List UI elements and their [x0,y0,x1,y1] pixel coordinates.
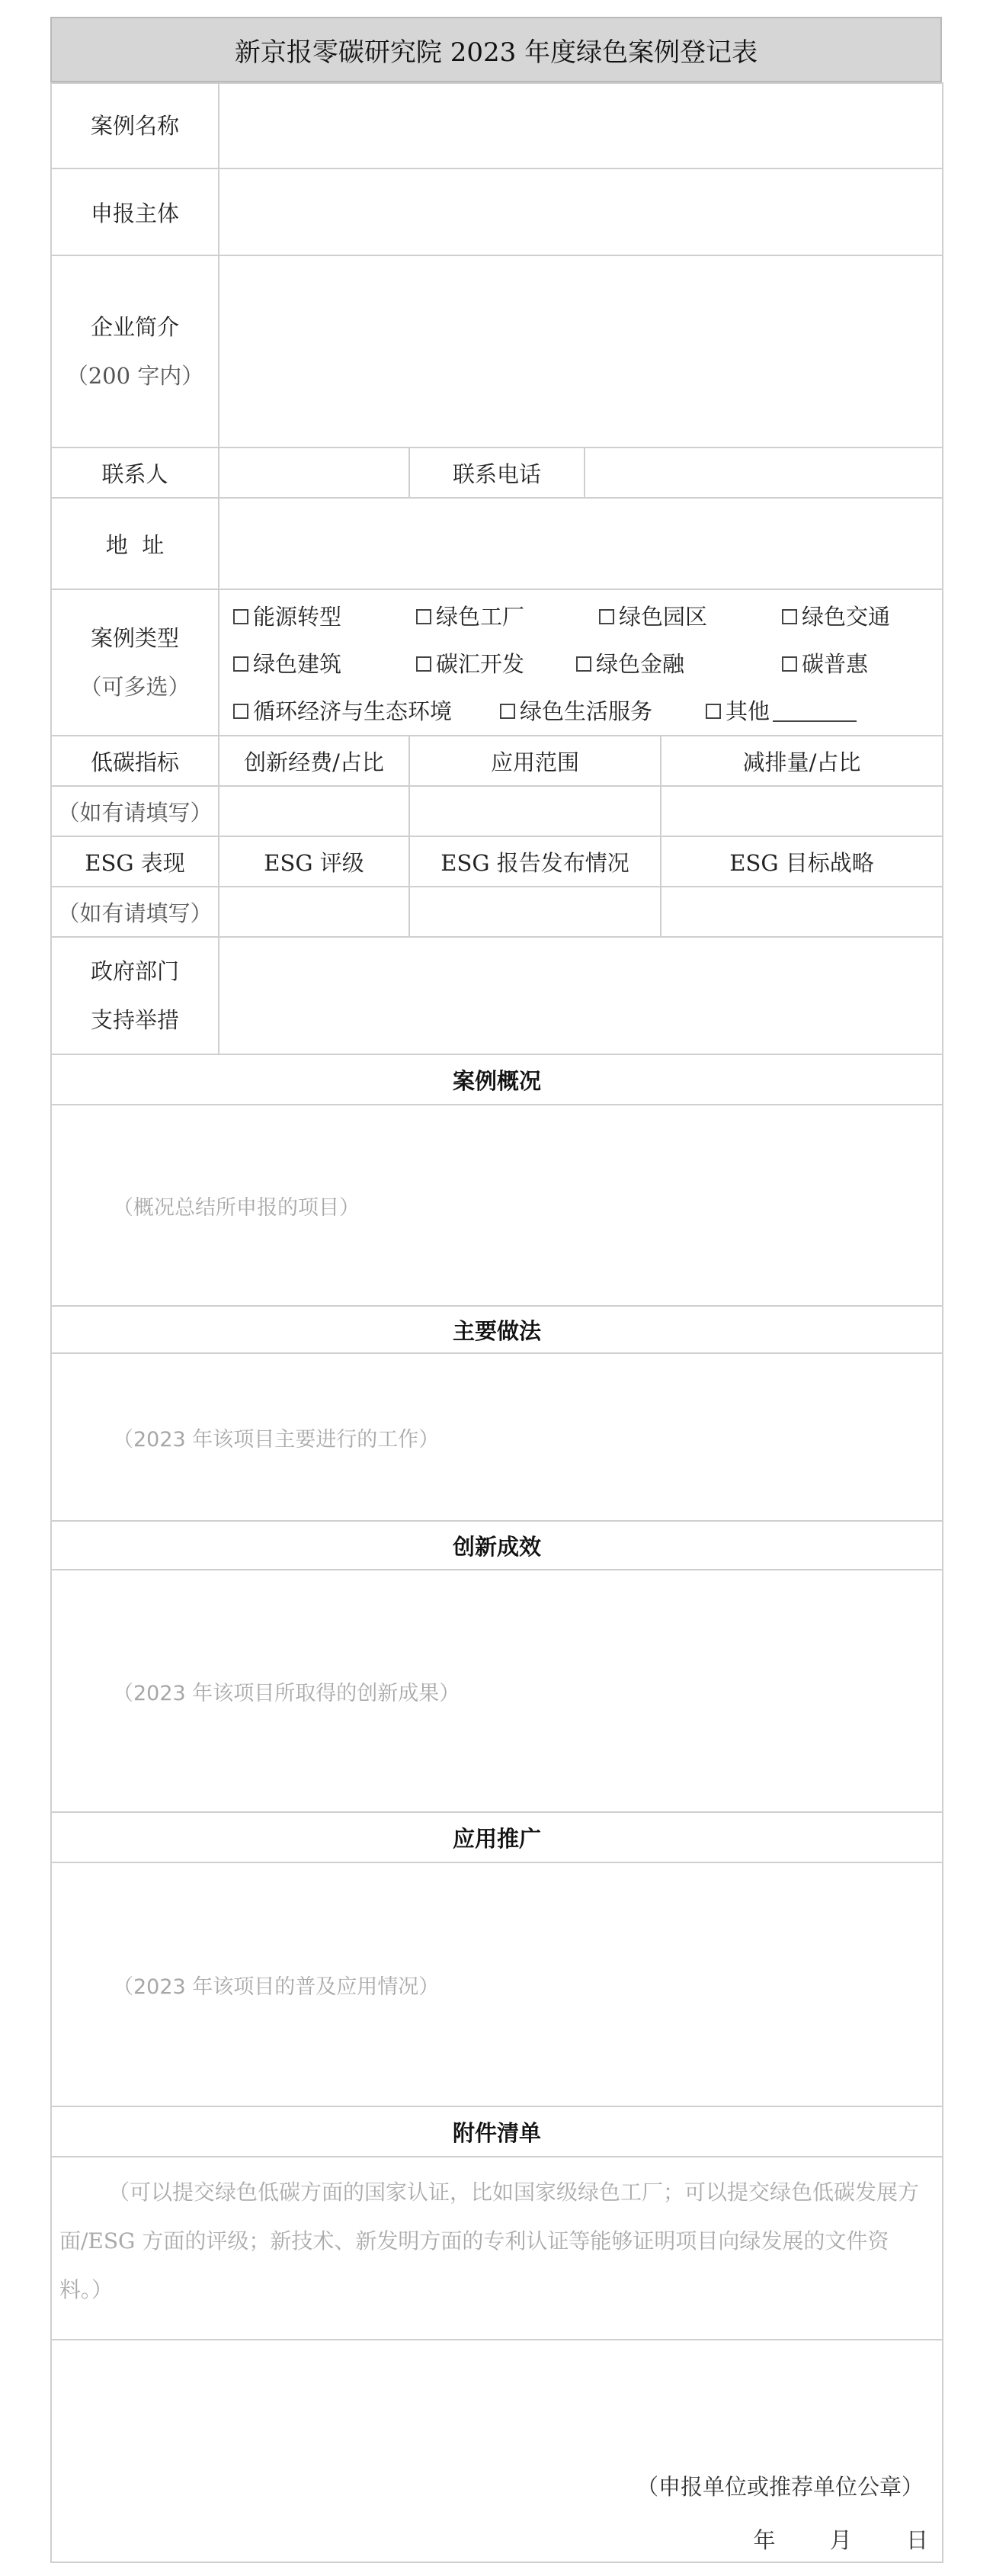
esg-rating-field[interactable] [219,887,409,937]
innovation-field[interactable] [51,1570,943,1812]
innovation-title: 创新成效 [51,1521,943,1570]
attachments-title: 附件清单 [51,2106,943,2157]
option-carbon-sink[interactable]: 碳汇开发 [416,640,576,688]
applicant-label: 申报主体 [51,168,219,255]
case-name-field[interactable] [219,83,943,168]
seal-month: 月 [829,2527,852,2553]
promotion-hint: （2023 年该项目的普及应用情况） [113,1975,440,1999]
intro-note: （200 字内） [66,363,204,389]
attachments-hint: （可以提交绿色低碳方面的国家认证，比如国家级绿色工厂；可以提交绿色低碳发展方面/ESG 方面的评级；新技术、新发明方面的专利认证等能够证明项目向绿发展的文件资料。） [59,2180,920,2302]
checkbox-icon[interactable] [233,704,248,719]
low-carbon-funding-field[interactable] [219,786,409,836]
seal-area[interactable] [51,2340,943,2562]
checkbox-icon[interactable] [416,609,431,624]
option-other[interactable]: 其他 [706,688,857,735]
option-green-factory[interactable]: 绿色工厂 [416,593,599,640]
checkbox-icon[interactable] [599,609,614,624]
esg-col-strategy: ESG 目标战略 [661,836,943,887]
contact-label: 联系人 [51,448,219,498]
esg-label: ESG 表现 [51,836,219,887]
other-blank-line[interactable] [773,701,857,722]
checkbox-icon[interactable] [416,656,431,672]
low-carbon-col-scope: 应用范围 [409,736,661,786]
checkbox-icon[interactable] [782,609,797,624]
checkbox-icon[interactable] [500,704,515,719]
applicant-field[interactable] [219,168,943,255]
seal-stamp-label: （申报单位或推荐单位公章） [636,2474,924,2500]
overview-title: 案例概况 [51,1054,943,1105]
option-green-park[interactable]: 绿色园区 [599,593,782,640]
checkbox-icon[interactable] [576,656,591,672]
gov-support-label-2: 支持举措 [90,1007,179,1033]
checkbox-icon[interactable] [706,704,721,719]
form-table [50,82,943,2563]
option-energy-transition[interactable]: 能源转型 [233,593,416,640]
practices-title: 主要做法 [51,1306,943,1353]
gov-support-field[interactable] [219,937,943,1054]
promotion-title: 应用推广 [51,1812,943,1862]
low-carbon-reduction-field[interactable] [661,786,943,836]
option-green-building[interactable]: 绿色建筑 [233,640,416,688]
gov-support-label-cell [51,937,219,1054]
option-green-transport[interactable]: 绿色交通 [782,593,890,640]
option-green-finance[interactable]: 绿色金融 [576,640,782,688]
seal-day: 日 [905,2527,928,2553]
low-carbon-col-reduction: 减排量/占比 [661,736,943,786]
checkbox-icon[interactable] [233,656,248,672]
esg-report-field[interactable] [409,887,661,937]
form-title: 新京报零碳研究院 2023 年度绿色案例登记表 [50,17,942,82]
case-name-label: 案例名称 [51,83,219,168]
innovation-hint: （2023 年该项目所取得的创新成果） [113,1681,460,1705]
esg-strategy-field[interactable] [661,887,943,937]
intro-field[interactable] [219,255,943,448]
practices-field[interactable] [51,1353,943,1521]
overview-hint: （概况总结所申报的项目） [113,1195,360,1220]
address-label: 地 址 [51,498,219,589]
address-field[interactable] [219,498,943,589]
gov-support-label-1: 政府部门 [90,958,179,984]
low-carbon-col-funding: 创新经费/占比 [219,736,409,786]
esg-col-rating: ESG 评级 [219,836,409,887]
case-type-label: 案例类型 [90,625,179,651]
checkbox-icon[interactable] [233,609,248,624]
seal-year: 年 [753,2527,776,2553]
low-carbon-label: 低碳指标 [51,736,219,786]
option-circular-economy[interactable]: 循环经济与生态环境 [233,688,500,735]
seal-date [706,2523,928,2555]
esg-col-report: ESG 报告发布情况 [409,836,661,887]
low-carbon-scope-field[interactable] [409,786,661,836]
case-type-label-cell [51,589,219,736]
promotion-field[interactable] [51,1862,943,2106]
option-carbon-inclusive[interactable]: 碳普惠 [782,640,868,688]
contact-field[interactable] [219,448,409,498]
intro-label: 企业简介 [90,314,179,340]
intro-label-cell [51,255,219,448]
case-type-note: （可多选） [79,674,191,700]
attachments-field[interactable] [51,2157,943,2340]
seal-block [52,2340,942,2562]
phone-field[interactable] [585,448,943,498]
overview-field[interactable] [51,1105,943,1306]
case-type-options [219,589,943,736]
low-carbon-note: （如有请填写） [51,786,219,836]
registration-form [50,17,942,2563]
esg-note: （如有请填写） [51,887,219,937]
practices-hint: （2023 年该项目主要进行的工作） [113,1427,440,1452]
phone-label: 联系电话 [409,448,585,498]
checkbox-icon[interactable] [782,656,797,672]
option-green-living[interactable]: 绿色生活服务 [500,688,706,735]
